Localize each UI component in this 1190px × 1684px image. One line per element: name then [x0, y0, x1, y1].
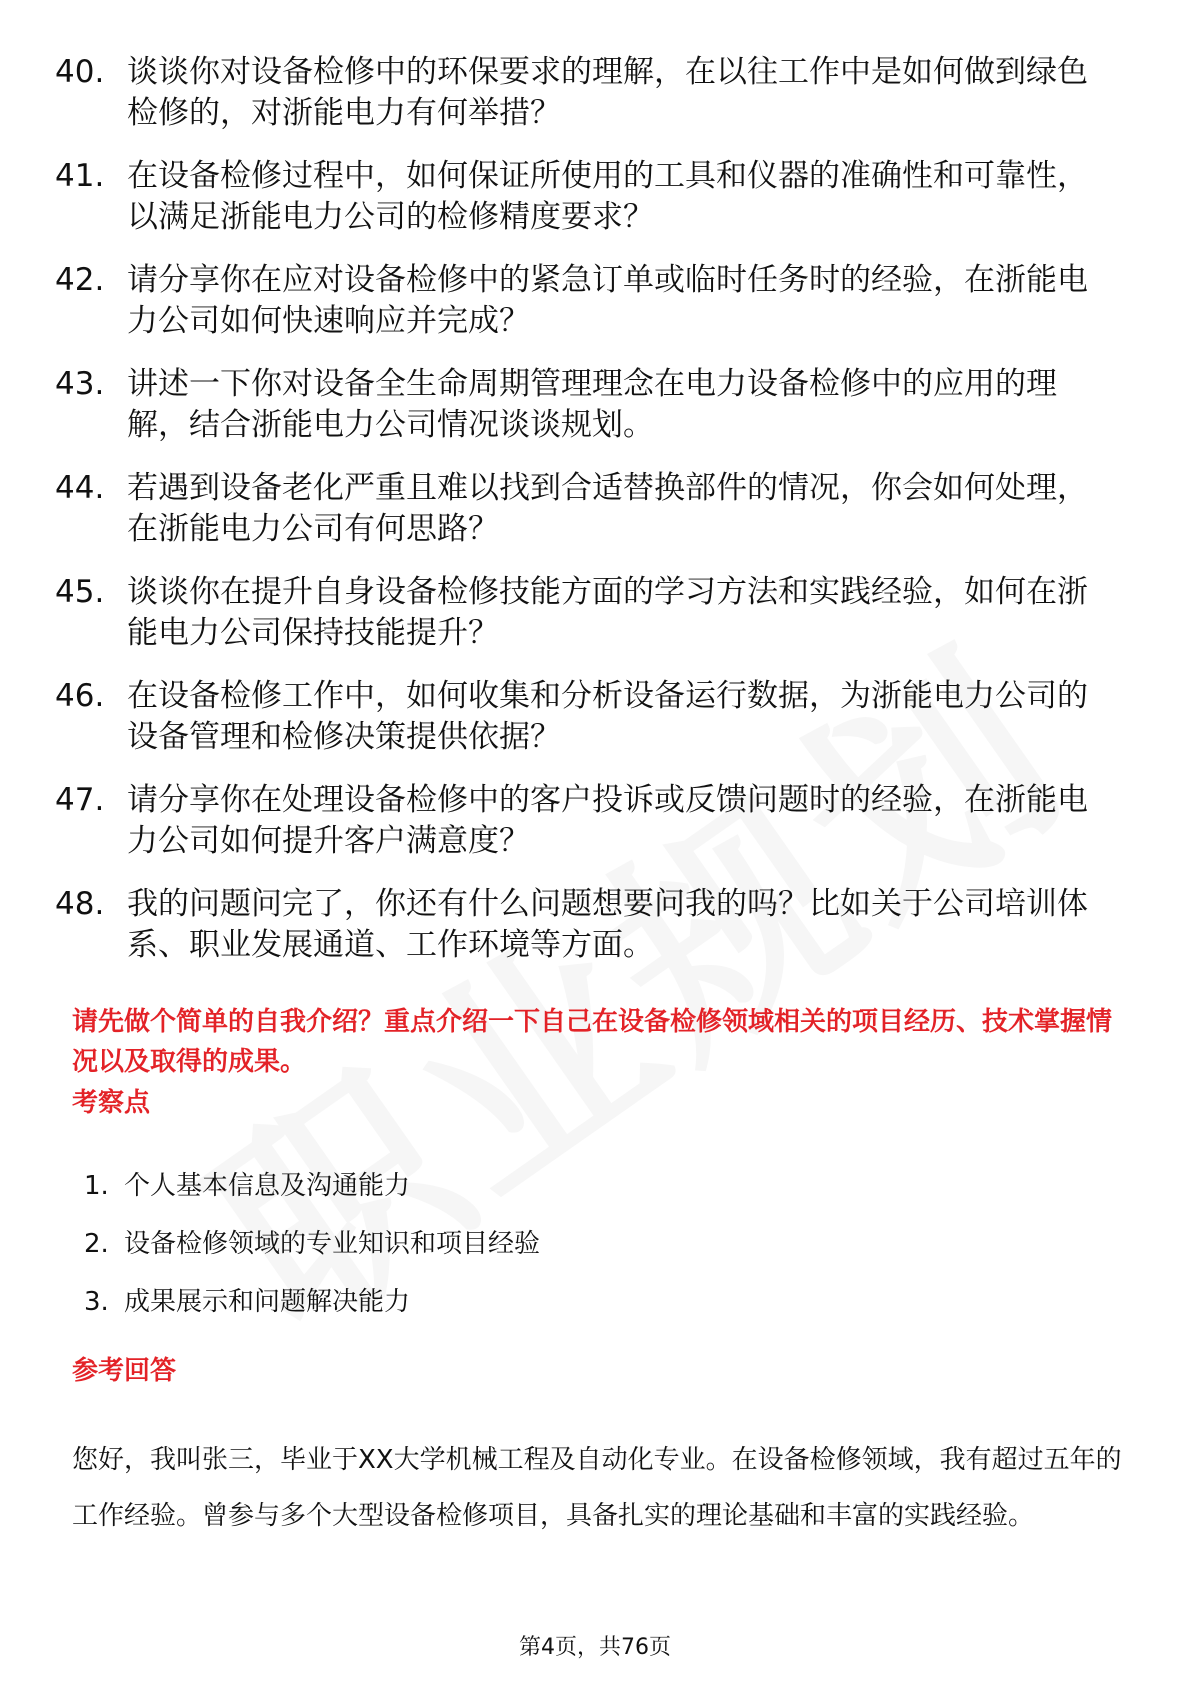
intro-question-heading: 请先做个简单的自我介绍？重点介绍一下自己在设备检修领域相关的项目经历、技术掌握情况以及取得的成果。 — [72, 1007, 1113, 1077]
list-item — [84, 1284, 984, 1342]
question-item — [55, 364, 1125, 468]
question-item — [55, 884, 1125, 988]
question-number: 43. — [55, 366, 105, 402]
question-item — [55, 260, 1125, 364]
list-item-number: 2. — [84, 1229, 109, 1259]
question-text: 请分享你在应对设备检修中的紧急订单或临时任务时的经验，在浙能电力公司如何快速响应并完成？ — [127, 262, 1088, 339]
list-item-text: 个人基本信息及沟通能力 — [124, 1171, 411, 1201]
question-number: 44. — [55, 470, 105, 506]
question-number: 47. — [55, 782, 105, 818]
question-item — [55, 52, 1125, 156]
list-item-text: 设备检修领域的专业知识和项目经验 — [124, 1229, 541, 1259]
question-item — [55, 572, 1125, 676]
question-item — [55, 468, 1125, 572]
list-item-text: 成果展示和问题解决能力 — [124, 1287, 411, 1317]
question-text: 谈谈你对设备检修中的环保要求的理解，在以往工作中是如何做到绿色检修的，对浙能电力有何举措？ — [127, 54, 1088, 131]
question-text: 讲述一下你对设备全生命周期管理理念在电力设备检修中的应用的理解，结合浙能电力公司情况谈谈规划。 — [127, 366, 1057, 443]
question-item — [55, 676, 1125, 780]
list-item-number: 3. — [84, 1287, 109, 1317]
question-number: 45. — [55, 574, 105, 610]
question-text: 若遇到设备老化严重且难以找到合适替换部件的情况，你会如何处理，在浙能电力公司有何思路？ — [127, 470, 1088, 547]
question-number: 48. — [55, 886, 105, 922]
question-number: 41. — [55, 158, 105, 194]
list-item-number: 1. — [84, 1171, 109, 1201]
list-item — [84, 1226, 984, 1284]
page-footer: 第4页，共76页 — [519, 1635, 671, 1660]
reference-title: 参考回答 — [72, 1356, 177, 1386]
list-item — [84, 1168, 984, 1226]
reference-answer: 您好，我叫张三，毕业于XX大学机械工程及自动化专业。在设备检修领域，我有超过五年的工作经验。曾参与多个大型设备检修项目，具备扎实的理论基础和丰富的实践经验。 — [72, 1445, 1122, 1531]
question-number: 42. — [55, 262, 105, 298]
kaocha-title: 考察点 — [72, 1088, 151, 1118]
question-list — [55, 52, 1125, 988]
question-number: 40. — [55, 54, 105, 90]
question-number: 46. — [55, 678, 105, 714]
question-text: 在设备检修工作中，如何收集和分析设备运行数据，为浙能电力公司的设备管理和检修决策提供依据？ — [127, 678, 1088, 755]
question-text: 谈谈你在提升自身设备检修技能方面的学习方法和实践经验，如何在浙能电力公司保持技能提升？ — [127, 574, 1088, 651]
question-text: 在设备检修过程中，如何保证所使用的工具和仪器的准确性和可靠性，以满足浙能电力公司的检修精度要求？ — [127, 158, 1088, 235]
kaocha-list — [84, 1168, 984, 1342]
question-item — [55, 156, 1125, 260]
question-text: 我的问题问完了，你还有什么问题想要问我的吗？比如关于公司培训体系、职业发展通道、工作环境等方面。 — [127, 886, 1088, 963]
question-item — [55, 780, 1125, 884]
question-text: 请分享你在处理设备检修中的客户投诉或反馈问题时的经验，在浙能电力公司如何提升客户满意度？ — [127, 782, 1088, 859]
